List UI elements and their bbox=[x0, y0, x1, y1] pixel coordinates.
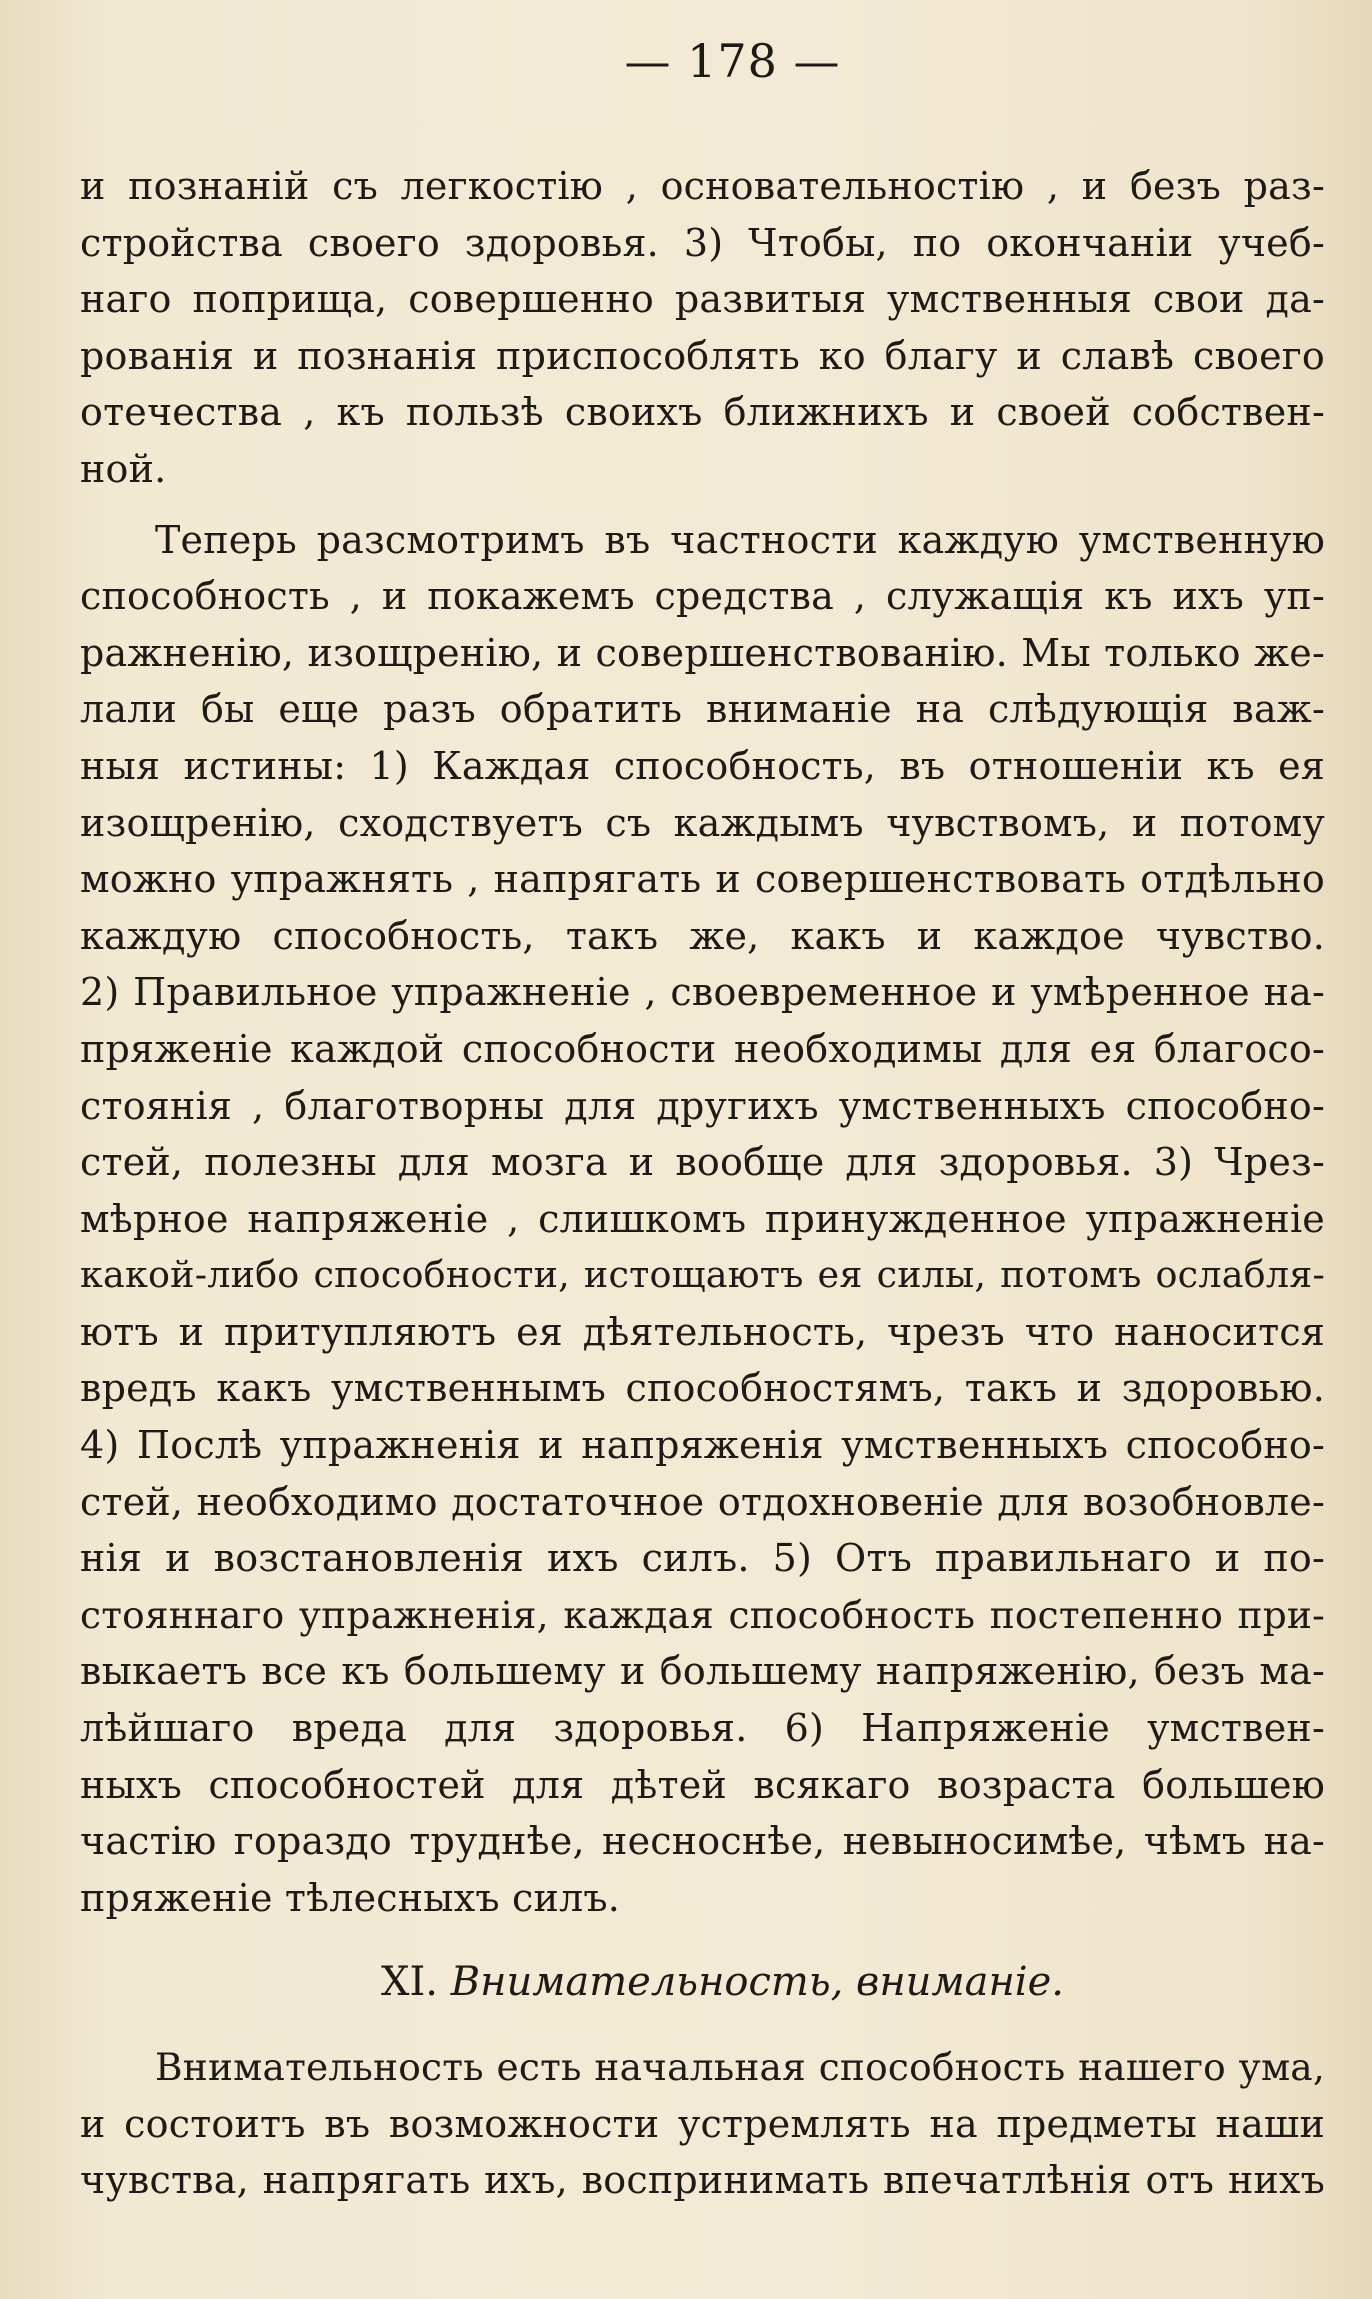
text-line: выкаетъ все къ большему и большему напряженію, безъ ма- bbox=[80, 1649, 1325, 1694]
text-line: и познаній съ легкостію , основательностію , и безъ раз- bbox=[80, 164, 1325, 208]
page-number: — 178 — bbox=[624, 34, 841, 88]
text-line: способность , и покажемъ средства , служащія къ ихъ уп- bbox=[80, 574, 1325, 619]
text-line: ютъ и притупляютъ ея дѣятельность, чрезъ что наносится bbox=[80, 1309, 1325, 1354]
text-line: ной. bbox=[80, 446, 167, 491]
text-line: стей, полезны для мозга и вообще для здоровья. 3) Чрез- bbox=[80, 1140, 1325, 1185]
text-line: можно упражнять , напрягать и совершенствовать отдѣльно bbox=[80, 857, 1325, 902]
text-line: лѣйшаго вреда для здоровья. 6) Напряженіе умствен- bbox=[80, 1706, 1325, 1751]
page-text-block bbox=[80, 30, 1325, 2209]
text-line: Внимательность есть начальная способность нашего ума, bbox=[155, 2045, 1325, 2089]
text-line: и состоитъ въ возможности устремлять на предметы наши bbox=[80, 2101, 1325, 2146]
text-line: стоянія , благотворны для другихъ умственныхъ способно- bbox=[80, 1083, 1325, 1128]
text-line: каждую способность, такъ же, какъ и каждое чувство. bbox=[80, 913, 1325, 958]
text-line: частію гораздо труднѣе, несноснѣе, невыносимѣе, чѣмъ на- bbox=[80, 1819, 1325, 1864]
text-line: 4) Послѣ упражненія и напряженія умственныхъ способно- bbox=[80, 1423, 1325, 1468]
paragraph-continuation bbox=[80, 158, 1325, 498]
text-line: стояннаго упражненія, каждая способность постепенно при- bbox=[80, 1592, 1325, 1637]
text-line: стройства своего здоровья. 3) Чтобы, по окончаніи учеб- bbox=[80, 220, 1325, 265]
paragraph-attention bbox=[80, 2039, 1325, 2209]
text-line: ныя истины: 1) Каждая способность, въ отношеніи къ ея bbox=[80, 743, 1325, 788]
text-line: лали бы еще разъ обратить вниманіе на слѣдующія важ- bbox=[80, 687, 1325, 732]
text-line: изощренію, сходствуетъ съ каждымъ чувствомъ, и потому bbox=[80, 800, 1325, 845]
text-line: ражненію, изощренію, и совершенствованію. Мы только же- bbox=[80, 630, 1325, 675]
text-line: стей, необходимо достаточное отдохновеніе для возобновле- bbox=[80, 1479, 1325, 1524]
text-line: наго поприща, совершенно развитыя умственныя свои да- bbox=[80, 277, 1325, 322]
text-line: чувства, напрягать ихъ, воспринимать впечатлѣнія отъ нихъ bbox=[80, 2158, 1325, 2203]
section-number: XI. bbox=[381, 1959, 438, 2006]
text-line: мѣрное напряженіе , слишкомъ принужденное упражненіе bbox=[80, 1196, 1325, 1241]
text-line: какой-либо способности, истощаютъ ея силы, потомъ ослабля- bbox=[80, 1253, 1325, 1297]
text-line: вредъ какъ умственнымъ способностямъ, такъ и здоровью. bbox=[80, 1366, 1325, 1411]
section-title: Внимательность, вниманіе. bbox=[450, 1959, 1064, 2006]
text-line: Теперь разсмотримъ въ частности каждую умственную bbox=[155, 517, 1325, 562]
text-line: рованія и познанія приспособлять ко благу и славѣ своего bbox=[80, 333, 1325, 378]
text-line: отечества , къ пользѣ своихъ ближнихъ и своей собствен- bbox=[80, 390, 1325, 435]
paragraph-gap bbox=[80, 498, 1325, 512]
paragraph-faculties bbox=[80, 512, 1325, 1927]
text-line: нія и возстановленія ихъ силъ. 5) Отъ правильнаго и по- bbox=[80, 1536, 1325, 1581]
section-heading bbox=[80, 1954, 1325, 2011]
text-line: пряженіе тѣлесныхъ силъ. bbox=[80, 1875, 621, 1920]
text-line: 2) Правильное упражненіе , своевременное и умѣренное на- bbox=[80, 970, 1325, 1015]
text-line: пряженіе каждой способности необходимы для ея благосо- bbox=[80, 1026, 1325, 1071]
text-line: ныхъ способностей для дѣтей всякаго возраста большею bbox=[80, 1762, 1325, 1807]
